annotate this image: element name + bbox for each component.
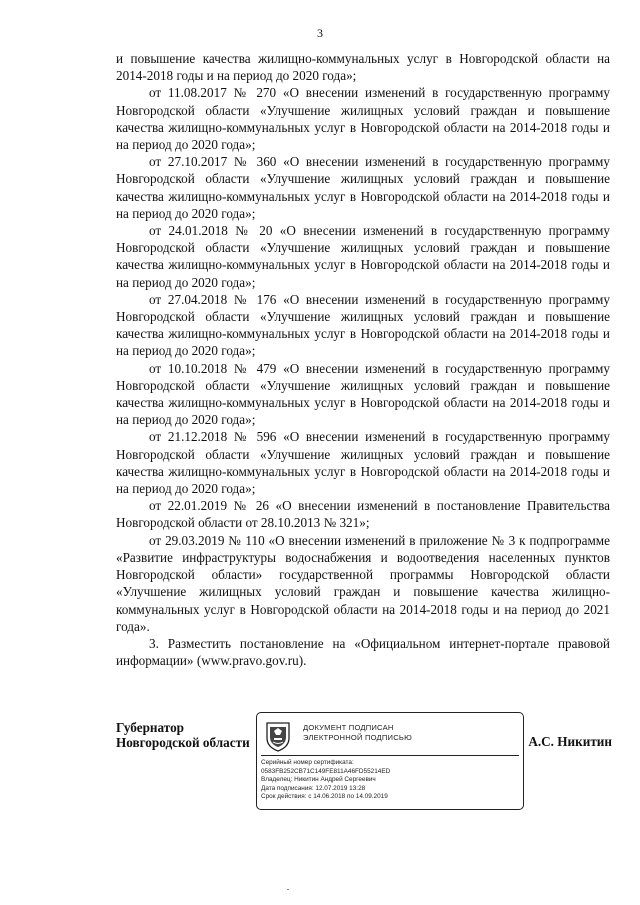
paragraph: 3. Разместить постановление на «Официальном интернет-портале правовой информации» (www.pravo.gov.ru). [116,635,610,669]
paragraph: и повышение качества жилищно-коммунальных услуг в Новгородской области на 2014-2018 годы и на период до 2020 года»; [116,51,610,84]
signer-position-line2: Новгородской области [116,735,250,750]
cert-value: 0583FB252CB71C149FE811A46FD55214ED [261,767,391,775]
cert-validity: Срок действия: с 14.06.2018 по 14.09.2019 [261,793,388,801]
paragraph: от 10.10.2018 № 479 «О внесении изменений в государственную программу Новгородской области «Улучшение жилищных условий граждан и повышение качества жилищно-коммунальных услуг в Новгородской области на 2014-2018 годы и на период до 2020 года»; [116,360,610,428]
electronic-signature-stamp [256,712,524,810]
paragraph: от 11.08.2017 № 270 «О внесении изменений в государственную программу Новгородской области «Улучшение жилищных условий граждан и повышение качества жилищно-коммунальных услуг в Новгородской области на 2014-2018 годы и на период до 2020 года»; [116,85,610,153]
page-number: 3 [317,26,323,40]
cert-label: Серийный номер сертификата: [261,759,354,766]
paragraph: от 21.12.2018 № 596 «О внесении изменений в государственную программу Новгородской области «Улучшение жилищных условий граждан и повышение качества жилищно-коммунальных услуг в Новгородской области на 2014-2018 годы и на период до 2020 года»; [116,429,610,497]
paragraph: от 27.04.2018 № 176 «О внесении изменений в государственную программу Новгородской области «Улучшение жилищных условий граждан и повышение качества жилищно-коммунальных услуг в Новгородской области на 2014-2018 годы и на период до 2020 года»; [116,291,610,359]
paragraph: от 29.03.2019 № 110 «О внесении изменений в приложение № 3 к подпрограмме «Развитие инфраструктуры водоснабжения и водоотведения населенных пунктов Новгородской области» государственной программы Новгородской области «Улучшение жилищных условий граждан и повышение качества жилищно-коммунальных услуг в Новгородской области на 2014-2018 годы и на период до 2021 года». [116,532,610,634]
signer-position [116,720,250,750]
stamp-title [303,723,412,743]
document-body [116,50,610,669]
cert-owner: Владелец: Никитин Андрей Сергеевич [261,776,376,784]
signer-position-line1: Губернатор [116,720,184,735]
stamp-details [261,759,390,802]
signer-name: А.С. Никитин [528,734,612,749]
paragraph: от 24.01.2018 № 20 «О внесении изменений в государственную программу Новгородской области «Улучшение жилищных условий граждан и повышение качества жилищно-коммунальных услуг в Новгородской области на 2014-2018 годы и на период до 2020 года»; [116,223,610,290]
sign-date: Дата подписания: 12.07.2019 13:28 [261,784,366,792]
stamp-divider [261,755,519,756]
coat-of-arms-icon [265,720,291,752]
stamp-title-line1: ДОКУМЕНТ ПОДПИСАН [303,723,394,732]
paragraph: от 27.10.2017 № 360 «О внесении изменений в государственную программу Новгородской области «Улучшение жилищных условий граждан и повышение качества жилищно-коммунальных услуг в Новгородской области на 2014-2018 годы и на период до 2020 года»; [116,154,610,221]
signature-block [116,712,612,812]
scan-mark [287,889,289,890]
stamp-title-line2: ЭЛЕКТРОННОЙ ПОДПИСЬЮ [303,733,412,742]
paragraph: от 22.01.2019 № 26 «О внесении изменений в постановление Правительства Новгородской области от 28.10.2013 № 321»; [116,498,610,531]
